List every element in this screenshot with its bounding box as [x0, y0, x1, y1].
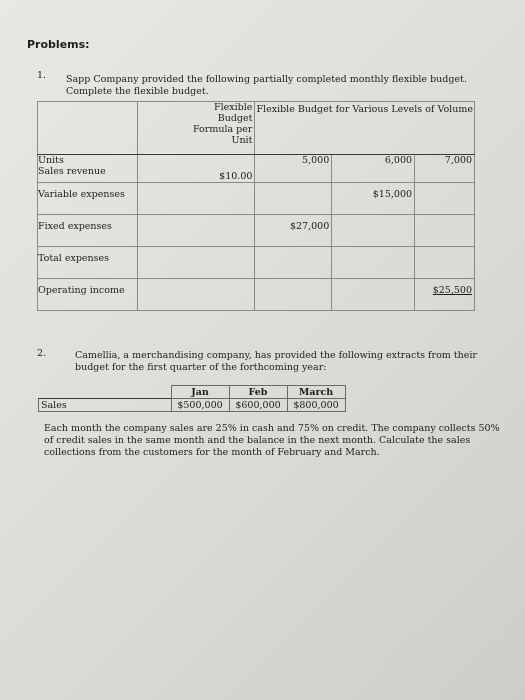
- sales-table-header-row: [39, 386, 346, 399]
- row-label-variable-expenses: Variable expenses: [38, 189, 125, 200]
- table-row-units-sales: [38, 155, 475, 183]
- sales-header-blank: [39, 386, 172, 399]
- volume-cell-2: [332, 279, 415, 311]
- volume-cell-2: [332, 247, 415, 279]
- row-label-fixed-expenses: Fixed expenses: [38, 221, 112, 232]
- row-label-total-expenses: Total expenses: [38, 253, 110, 264]
- volume-cell-3: [415, 247, 475, 279]
- row-label-cell: [38, 247, 138, 279]
- row-label-cell: [38, 155, 138, 183]
- variable-expenses-6000: $15,000: [372, 189, 413, 200]
- sales-feb-value: $600,000: [229, 399, 287, 412]
- problem-2-paragraph-line3: collections from the customers for the month of February and March.: [44, 447, 380, 458]
- volume-cell-3: [415, 183, 475, 215]
- formula-cell: [137, 155, 255, 183]
- table-row-operating-income: [38, 279, 475, 311]
- sales-march-value: $800,000: [287, 399, 345, 412]
- table-row-fixed-expenses: [38, 215, 475, 247]
- volume-cell-1: [255, 215, 332, 247]
- row-label-sales-revenue: Sales revenue: [38, 166, 106, 177]
- formula-cell: [137, 215, 255, 247]
- formula-value: $10.00: [219, 171, 253, 182]
- page-title: Problems:: [27, 38, 90, 51]
- flexible-budget-table: [37, 101, 475, 311]
- formula-cell: [137, 247, 255, 279]
- sales-row-label: Sales: [39, 399, 172, 412]
- row-label-cell: [38, 215, 138, 247]
- operating-income-7000: $25,500: [432, 285, 472, 296]
- formula-cell: [137, 279, 255, 311]
- problem-2-paragraph-line2: of credit sales in the same month and the balance in the next month. Calculate the sales: [44, 435, 471, 446]
- problem-2-text-line1: Camellia, a merchandising company, has provided the following extracts from their: [75, 350, 477, 361]
- volume-cell-2: [332, 215, 415, 247]
- volume-cell-3: [415, 215, 475, 247]
- problem-1-text-line1: Sapp Company provided the following partially completed monthly flexible budget.: [66, 74, 467, 85]
- problem-1-number: 1.: [37, 70, 47, 81]
- problem-2-text-line2: budget for the first quarter of the forthcoming year:: [75, 362, 327, 373]
- units-5000: 5,000: [302, 155, 330, 166]
- volume-cell-1: [255, 279, 332, 311]
- sales-table: [38, 385, 346, 412]
- sales-jan-value: $500,000: [171, 399, 229, 412]
- volume-cell-2: [332, 183, 415, 215]
- volume-cell-1: [255, 247, 332, 279]
- problem-2-paragraph-line1: Each month the company sales are 25% in cash and 75% on credit. The company collects 50%: [44, 423, 500, 434]
- formula-header-line2: Budget: [217, 113, 253, 124]
- month-header-jan: Jan: [171, 386, 229, 399]
- volume-cell-1: [255, 155, 332, 183]
- table-row-variable-expenses: [38, 183, 475, 215]
- problem-2-number: 2.: [37, 348, 47, 359]
- month-header-feb: Feb: [229, 386, 287, 399]
- formula-header-line1: Flexible: [214, 102, 253, 113]
- formula-header-line3: Formula per: [192, 124, 253, 135]
- sales-table-row: [39, 399, 346, 412]
- table-header-row: [38, 102, 475, 155]
- units-6000: 6,000: [384, 155, 413, 166]
- formula-header-line4: Unit: [231, 135, 253, 146]
- row-label-operating-income: Operating income: [38, 285, 125, 296]
- row-label-cell: [38, 279, 138, 311]
- row-label-units: Units: [38, 155, 64, 166]
- header-blank-cell: [38, 102, 138, 155]
- table-row-total-expenses: [38, 247, 475, 279]
- volume-cell-2: [332, 155, 415, 183]
- formula-header-cell: [137, 102, 255, 155]
- fixed-expenses-5000: $27,000: [289, 221, 330, 232]
- volume-cell-3: [415, 279, 475, 311]
- volume-range-header: Flexible Budget for Various Levels of Volume: [256, 104, 473, 115]
- formula-cell: [137, 183, 255, 215]
- volume-cell-3: [415, 155, 475, 183]
- volume-range-header-cell: [255, 102, 475, 155]
- problem-1-text-line2: Complete the flexible budget.: [66, 86, 209, 97]
- units-7000: 7,000: [444, 155, 472, 166]
- row-label-cell: [38, 183, 138, 215]
- month-header-march: March: [287, 386, 345, 399]
- volume-cell-1: [255, 183, 332, 215]
